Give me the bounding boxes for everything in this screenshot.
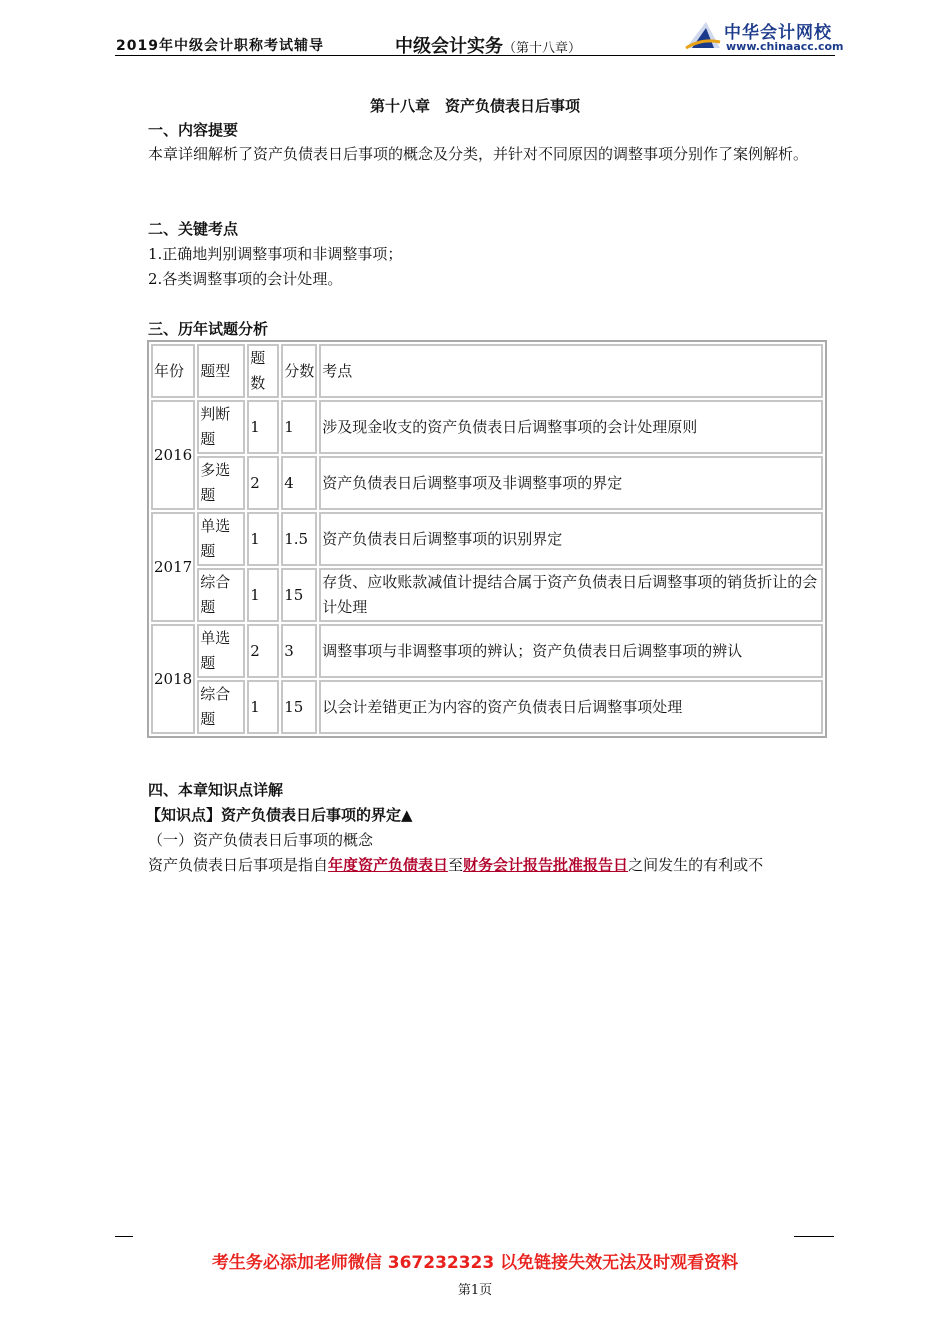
header-rule	[115, 55, 835, 56]
logo-url: www.chinaacc.com	[726, 40, 844, 53]
footer-rule-right	[794, 1236, 834, 1237]
header-point: 考点	[319, 344, 823, 398]
exam-analysis-table	[147, 340, 827, 738]
section-heading-1: 一、内容提要	[148, 121, 239, 139]
header-left-title: 2019年中级会计职称考试辅导	[116, 38, 324, 54]
cell-type: 多选题	[197, 456, 245, 510]
cell-type: 单选题	[197, 624, 245, 678]
chapter-title: 第十八章 资产负债表日后事项	[369, 97, 580, 115]
cell-point: 资产负债表日后调整事项的识别界定	[319, 512, 823, 566]
cell-score: 15	[281, 568, 317, 622]
header-year: 年份	[151, 344, 195, 398]
cell-score: 1	[281, 400, 317, 454]
table-row	[151, 680, 823, 734]
section-heading-4: 四、本章知识点详解	[148, 781, 284, 799]
key-point-2: 2.各类调整事项的会计处理。	[148, 270, 343, 288]
footer-rule-left	[115, 1236, 133, 1237]
cell-point: 以会计差错更正为内容的资产负债表日后调整事项处理	[319, 680, 823, 734]
table-row	[151, 624, 823, 678]
header-count: 题数	[247, 344, 279, 398]
highlight-balance-sheet-date: 年度资产负债表日	[328, 856, 449, 874]
cell-score: 4	[281, 456, 317, 510]
cell-point: 资产负债表日后调整事项及非调整事项的界定	[319, 456, 823, 510]
brand-logo	[684, 16, 844, 56]
header-subject-name: 中级会计实务	[395, 36, 503, 57]
footer-notice: 考生务必添加老师微信 367232323 以免链接失效无法及时观看资料	[211, 1253, 739, 1273]
cell-count: 2	[247, 624, 279, 678]
cell-point: 存货、应收账款减值计提结合属于资产负债表日后调整事项的销货折让的会计处理	[319, 568, 823, 622]
cell-type: 判断题	[197, 400, 245, 454]
table-row	[151, 400, 823, 454]
cell-type: 单选题	[197, 512, 245, 566]
cell-year: 2017	[151, 512, 195, 622]
table-row	[151, 456, 823, 510]
cell-count: 2	[247, 456, 279, 510]
cell-type: 综合题	[197, 680, 245, 734]
cell-score: 3	[281, 624, 317, 678]
header-type: 题型	[197, 344, 245, 398]
cell-count: 1	[247, 568, 279, 622]
cell-year: 2018	[151, 624, 195, 734]
definition-line	[148, 854, 763, 875]
section-heading-3: 三、历年试题分析	[148, 320, 269, 338]
cell-point: 涉及现金收支的资产负债表日后调整事项的会计处理原则	[319, 400, 823, 454]
cell-score: 15	[281, 680, 317, 734]
definition-prefix: 资产负债表日后事项是指自	[148, 856, 329, 874]
cell-score: 1.5	[281, 512, 317, 566]
table-row	[151, 568, 823, 622]
cell-point: 调整事项与非调整事项的辨认；资产负债表日后调整事项的辨认	[319, 624, 823, 678]
table-row	[151, 512, 823, 566]
knowledge-heading: 【知识点】资产负债表日后事项的界定▲	[146, 806, 413, 824]
definition-mid: 至	[448, 856, 464, 874]
cell-type: 综合题	[197, 568, 245, 622]
cell-count: 1	[247, 512, 279, 566]
knowledge-subheading: （一）资产负债表日后事项的概念	[148, 831, 374, 849]
header-chapter: （第十八章）	[503, 41, 582, 56]
logo-name: 中华会计网校	[724, 23, 832, 43]
cell-count: 1	[247, 400, 279, 454]
logo-mark-icon	[684, 18, 722, 50]
key-point-1: 1.正确地判别调整事项和非调整事项；	[148, 245, 403, 263]
highlight-approval-date: 财务会计报告批准报告日	[463, 856, 629, 874]
page-number: 第1页	[457, 1283, 493, 1298]
definition-suffix: 之间发生的有利或不	[628, 856, 764, 874]
header-score: 分数	[281, 344, 317, 398]
cell-year: 2016	[151, 400, 195, 510]
cell-count: 1	[247, 680, 279, 734]
table-header-row	[151, 344, 823, 398]
summary-paragraph: 本章详细解析了资产负债表日后事项的概念及分类，并针对不同原因的调整事项分别作了案例解析。	[148, 145, 809, 163]
section-heading-2: 二、关键考点	[148, 220, 239, 238]
